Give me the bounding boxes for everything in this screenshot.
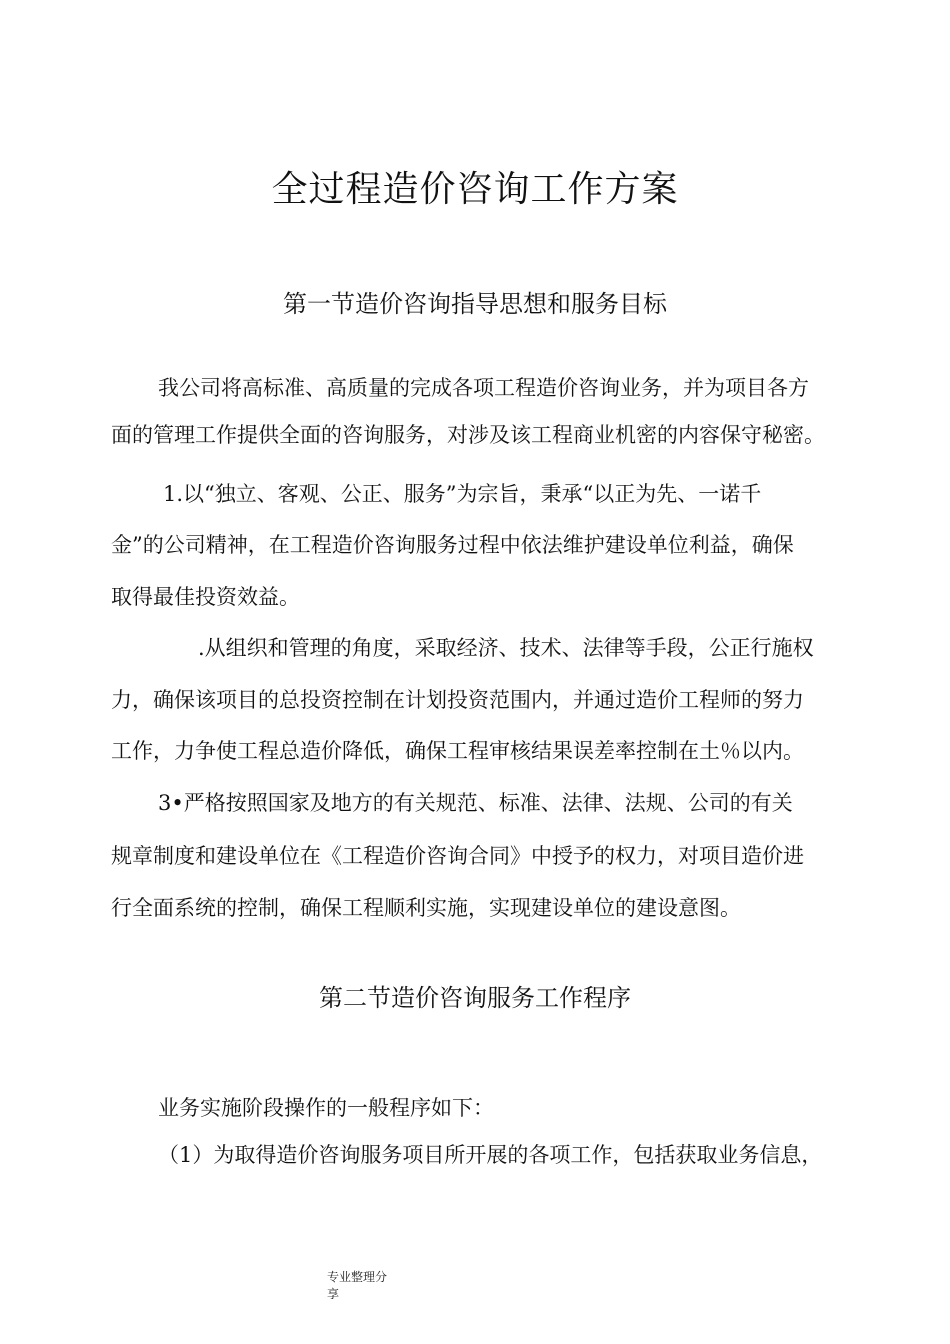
list-item-line: 工作，力争使工程总造价降低，确保工程审核结果误差率控制在土％以内。	[111, 739, 804, 763]
list-item-line: 力，确保该项目的总投资控制在计划投资范围内，并通过造价工程师的努力	[111, 688, 804, 712]
list-item-line: 规章制度和建设单位在《工程造价咨询合同》中授予的权力，对项目造价进	[111, 844, 804, 868]
paragraph-line: 面的管理工作提供全面的咨询服务，对涉及该工程商业机密的内容保守秘密。	[111, 423, 825, 447]
paragraph-line: 业务实施阶段操作的一般程序如下：	[158, 1096, 494, 1120]
footer-text: 专业整理分	[327, 1270, 388, 1284]
list-item-line: 3•严格按照国家及地方的有关规范、标准、法律、法规、公司的有关	[158, 791, 793, 815]
footer-text: 享	[327, 1287, 340, 1301]
paragraph-line: 我公司将高标准、高质量的完成各项工程造价咨询业务，并为项目各方	[158, 376, 809, 400]
list-item-line: （1）为取得造价咨询服务项目所开展的各项工作，包括获取业务信息，	[158, 1143, 823, 1167]
document-title: 全过程造价咨询工作方案	[271, 169, 679, 210]
list-item-line: 行全面系统的控制，确保工程顺利实施，实现建设单位的建设意图。	[111, 896, 741, 920]
section1-heading: 第一节造价咨询指导思想和服务目标	[283, 290, 667, 318]
list-item-line: 金”的公司精神，在工程造价咨询服务过程中依法维护建设单位利益，确保	[111, 533, 794, 557]
list-item-line: .从组织和管理的角度，采取经济、技术、法律等手段，公正行施权	[198, 636, 814, 660]
list-item-line: 取得最佳投资效益。	[111, 585, 300, 609]
section2-heading: 第二节造价咨询服务工作程序	[319, 984, 631, 1012]
list-item-line: 1.以“独立、客观、公正、服务”为宗旨，秉承“以正为先、一诺千	[163, 482, 762, 506]
